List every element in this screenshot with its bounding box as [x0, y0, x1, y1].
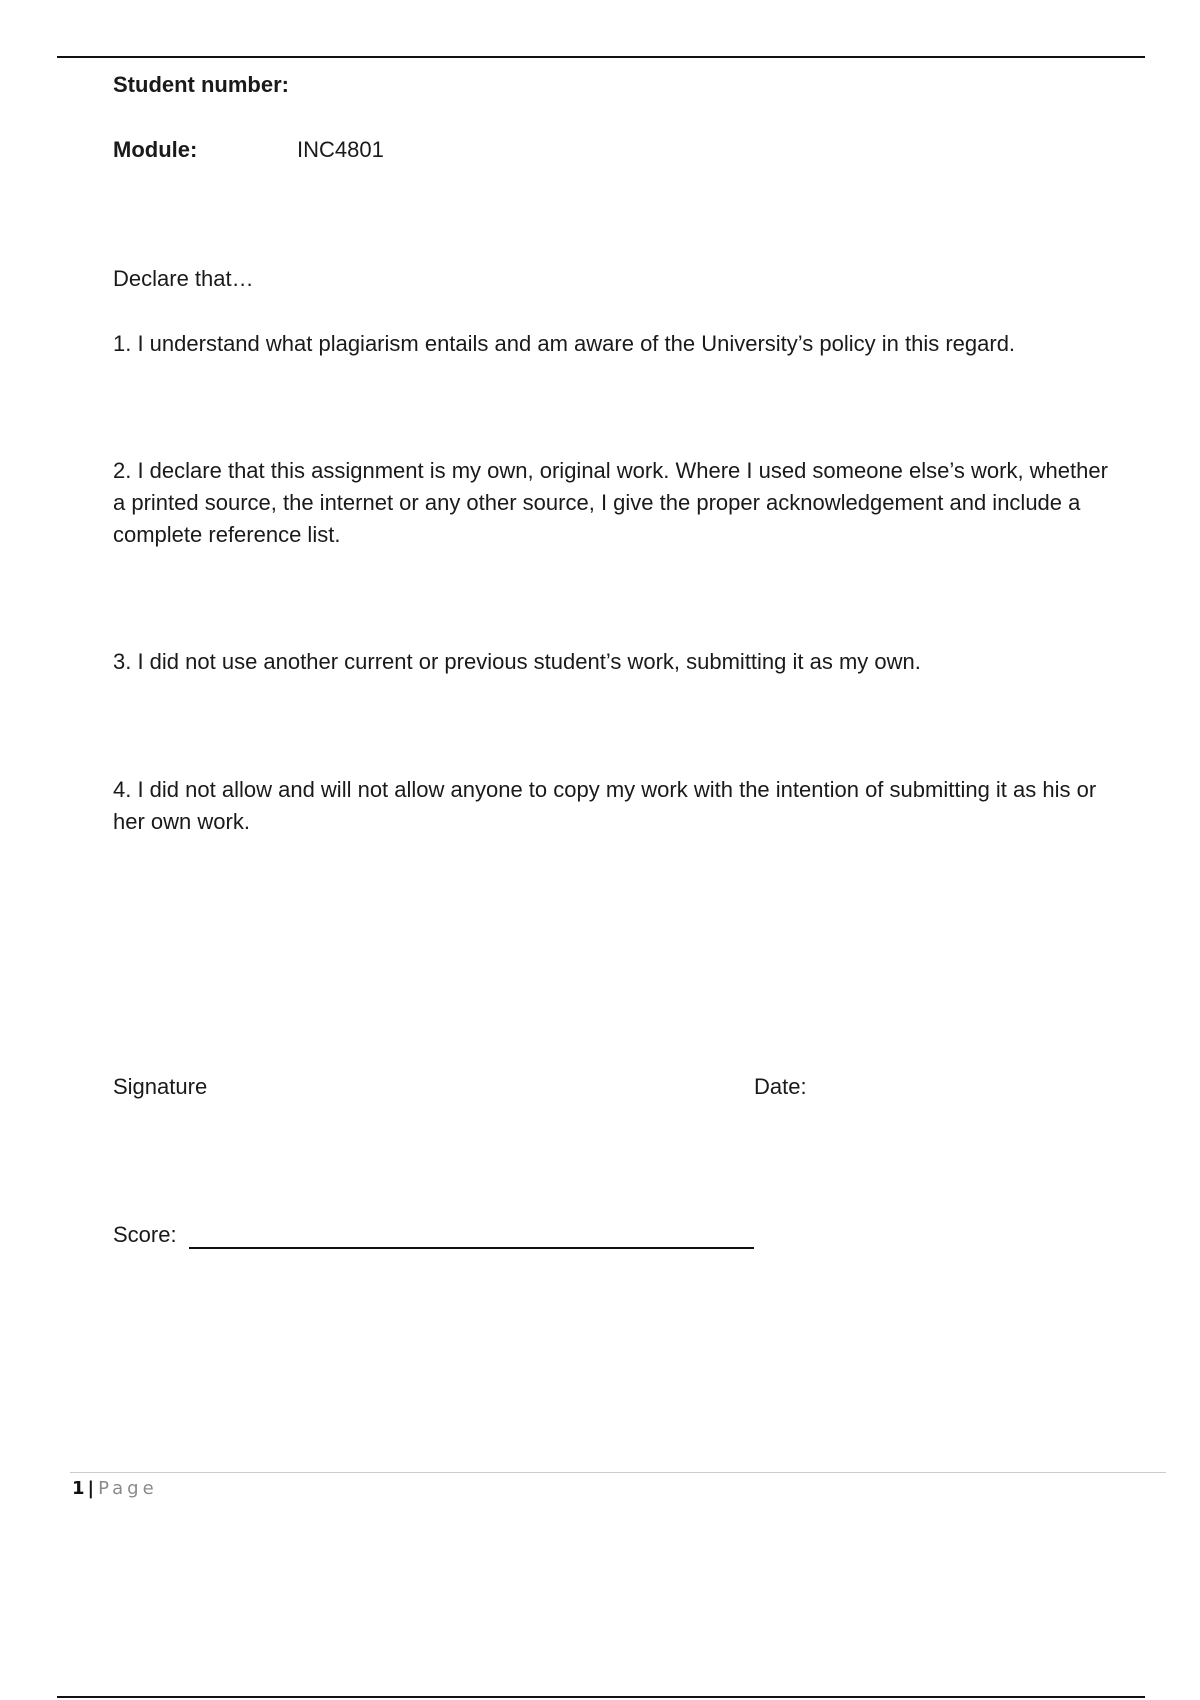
- page-word: Page: [98, 1478, 158, 1499]
- declaration-item: 1. I understand what plagiarism entails and am aware of the University’s policy in this regard.: [113, 331, 1016, 356]
- date-label: Date:: [754, 1074, 807, 1099]
- declaration-item: 2. I declare that this assignment is my own, original work. Where I used someone else’s work, whether a printed source, the internet or any other source, I give the proper acknowledgement and include a complete reference list.: [113, 458, 1108, 547]
- score-label: Score:: [113, 1222, 177, 1247]
- page-number: 1: [72, 1478, 85, 1499]
- bottom-rule: [57, 1696, 1145, 1698]
- declaration-item: 3. I did not use another current or previous student’s work, submitting it as my own.: [113, 649, 921, 674]
- signature-label: Signature: [113, 1074, 208, 1099]
- top-rule: [57, 56, 1145, 58]
- module-label: Module:: [113, 137, 198, 162]
- footer-rule: [70, 1472, 1166, 1473]
- page-footer: [72, 1476, 158, 1502]
- page-separator: |: [87, 1478, 95, 1499]
- declaration-item: 4. I did not allow and will not allow anyone to copy my work with the intention of submitting it as his or her own work.: [113, 777, 1097, 834]
- student-number-label: Student number:: [113, 72, 289, 97]
- declaration-intro: Declare that…: [113, 266, 254, 291]
- module-value: INC4801: [297, 137, 384, 162]
- score-underline: [189, 1247, 754, 1249]
